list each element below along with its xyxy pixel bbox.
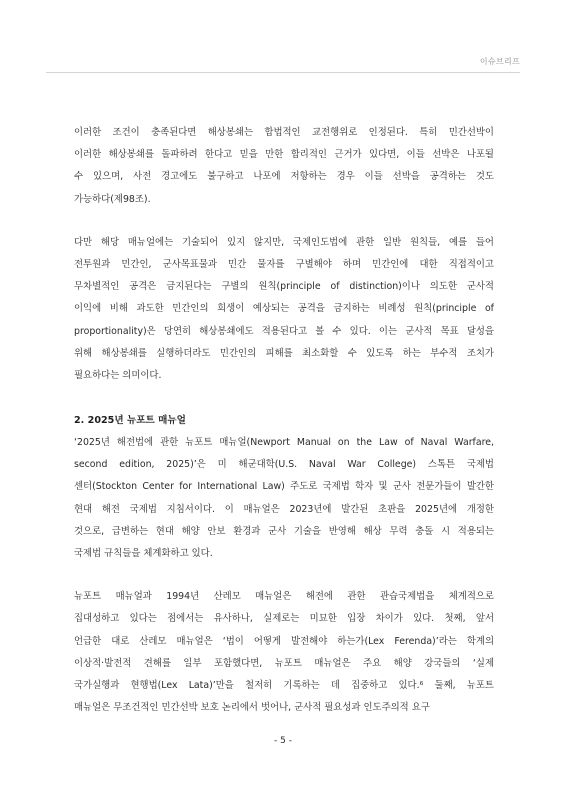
- text-line: 이상적·발전적 견해를 일부 포함했다면, 뉴포트 매뉴얼은 주요 해양 강국들의 ‘실제: [74, 657, 494, 669]
- text-line: proportionality)은 당연히 해상봉쇄에도 적용된다고 볼 수 있다. 이는 군사적 목표 달성을: [74, 325, 494, 337]
- text-line: 위해 해상봉쇄를 실행하더라도 민간인의 피해를 최소화할 수 있도록 하는 부수적 조치가: [74, 347, 494, 359]
- section-title-newport-manual: 2. 2025년 뉴포트 매뉴얼: [74, 415, 186, 427]
- text-line: 무차별적인 공격은 금지된다는 구별의 원칙(principle of distinction)이나 의도한 군사적: [74, 281, 494, 293]
- text-line: 국제법 규칙들을 체계화하고 있다.: [74, 548, 213, 560]
- text-line: 이익에 비해 과도한 민간인의 희생이 예상되는 공격을 금지하는 비례성 원칙(principle of: [74, 303, 494, 315]
- text-line: 센터(Stockton Center for International Law) 주도로 국제법 학자 및 군사 전문가들이 발간한: [74, 481, 494, 493]
- text-line: 것으로, 급변하는 현대 해양 안보 환경과 군사 기술을 반영해 해상 무력 충돌 시 적용되는: [74, 525, 494, 537]
- header-label: 이슈브리프: [479, 57, 520, 66]
- paragraph-newport-manual-intro: [74, 432, 494, 565]
- page-number: - 5 -: [274, 736, 292, 746]
- text-line: 뉴포트 매뉴얼과 1994년 산레모 매뉴얼은 해전에 관한 관습국제법을 체계적으로: [74, 591, 494, 603]
- text-line: 다만 해당 매뉴얼에는 기술되어 있지 않지만, 국제인도법에 관한 일반 원칙들, 예를 들어: [74, 236, 494, 248]
- text-line: 수 있으며, 사전 경고에도 불구하고 나포에 저항하는 경우 이들 선박을 공격하는 것도: [74, 171, 494, 183]
- header-divider: [46, 72, 520, 73]
- document-body: [74, 122, 494, 719]
- text-line: ‘2025년 해전법에 관한 뉴포트 매뉴얼(Newport Manual on the Law of Naval Warfare,: [74, 437, 494, 449]
- text-line: 필요하다는 의미이다.: [74, 369, 162, 381]
- text-line: 가능하다(제98조).: [74, 193, 151, 205]
- text-line: second edition, 2025)’은 미 해군대학(U.S. Naval War College) 스톡튼 국제법: [74, 459, 494, 471]
- text-line: 집대성하고 있다는 점에서는 유사하나, 실제로는 미묘한 입장 차이가 있다. 첫째, 앞서: [74, 613, 494, 625]
- paragraph-newport-vs-sanremo: [74, 586, 494, 719]
- text-line: 이러한 조건이 충족된다면 해상봉쇄는 합법적인 교전행위로 인정된다. 특히 민간선박이: [74, 127, 494, 138]
- text-line: 전투원과 민간인, 군사목표물과 민간 물자를 구별해야 하며 민간인에 대한 직접적이고: [74, 258, 494, 270]
- paragraph-blockade-conditions: [74, 122, 494, 211]
- text-line: 현대 해전 국제법 지침서이다. 이 매뉴얼은 2023년에 발간된 초판을 2025년에 개정한: [74, 503, 494, 515]
- paragraph-ihl-principles: [74, 232, 494, 387]
- text-line: 이러한 해상봉쇄를 돌파하려 한다고 믿을 만한 합리적인 근거가 있다면, 이들 선박은 나포될: [74, 149, 494, 161]
- text-line: 언급한 대로 산레모 매뉴얼은 ‘법이 어떻게 발전해야 하는가(Lex Ferenda)’라는 학계의: [74, 635, 494, 647]
- text-line: 국가실행과 현행법(Lex Lata)’만을 철저히 기록하는 데 집중하고 있다.⁶ 둘째, 뉴포트: [74, 679, 494, 691]
- text-line: 매뉴얼은 무조건적인 민간선박 보호 논리에서 벗어나, 군사적 필요성과 인도주의적 요구: [74, 702, 430, 714]
